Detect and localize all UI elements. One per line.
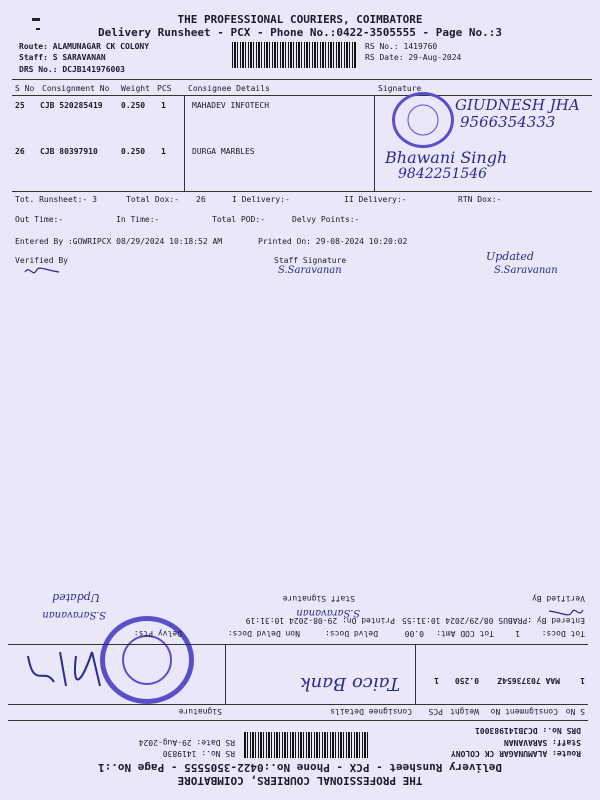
header-rule — [8, 704, 588, 705]
route-label: Route: ALAMUNAGAR CK COLONY — [19, 42, 150, 51]
runsheet-copy-2 — [0, 400, 600, 800]
row-pcs: 1 — [434, 676, 439, 685]
rs-date: RS Date: 29-Aug-2024 — [138, 738, 235, 747]
row-consignment: MAA 70373654Z — [497, 676, 560, 685]
rs-date: RS Date: 29-Aug-2024 — [365, 53, 462, 62]
company-stamp — [392, 92, 454, 148]
col-consignee: Consignee Details — [188, 84, 270, 93]
row-weight: 0.250 — [121, 101, 146, 110]
printed-on: Printed On: 29-08-2024 10:20:02 — [258, 237, 408, 246]
stamp-ring-icon — [395, 95, 451, 145]
col-consignment: Consignment No — [42, 84, 110, 93]
row-sno: 1 — [580, 676, 585, 685]
row-consignee: MAHADEV INFOTECH — [192, 101, 270, 110]
barcode — [232, 42, 357, 68]
row-pcs: 1 — [161, 147, 166, 156]
handwritten-receiver-phone: 9566354333 — [460, 113, 556, 131]
verified-by-label: Verified By — [532, 594, 585, 603]
handwritten-receiver-name: GIUDNESH JHA — [455, 96, 580, 114]
table-bottom-rule — [12, 191, 592, 192]
staff-signature-label: Staff Signature — [282, 594, 355, 603]
column-divider — [374, 95, 375, 191]
row-weight: 0.250 — [454, 676, 479, 685]
col-pcs: PCS — [157, 84, 172, 93]
staff-label: Staff: SARAVANAN — [503, 738, 581, 747]
delvy-pts: Delvy Pts: — [133, 629, 182, 638]
verifier-signature — [546, 604, 586, 620]
table-top-rule — [12, 79, 592, 80]
row-consignee: DURGA MARBLES — [192, 147, 255, 156]
entered-by: Entered By :PRABUS 08/29/2024 10:31:55 — [401, 616, 585, 625]
staff-label: Staff: S SARAVANAN — [19, 53, 106, 62]
column-divider — [225, 645, 226, 705]
col-weight: Weight — [121, 84, 150, 93]
col-consignment: Consignment No — [490, 707, 558, 716]
row-consignment: CJB 80397910 — [40, 147, 98, 156]
table-bottom-rule — [8, 644, 588, 645]
staff-signature-handwritten: S.Saravanan — [278, 265, 342, 276]
tot-cod-value: 0.00 — [404, 629, 424, 638]
delvd-docs: Delvd Docs: — [325, 629, 378, 638]
barcode — [243, 732, 368, 758]
tot-docs: Tot Docs: — [541, 629, 585, 638]
total-dox: Total Dox:- — [126, 195, 179, 204]
ii-delivery: II Delivery:- — [344, 195, 407, 204]
row-consignment: CJB 520285419 — [40, 101, 103, 110]
non-delvd-docs: Non Delvd Docs: — [227, 629, 300, 638]
table-top-rule — [8, 720, 588, 721]
updated-note: Updated — [52, 591, 100, 604]
handwritten-consignee: Taico Bank — [299, 673, 400, 694]
col-signature: Signature — [178, 707, 222, 716]
updated-by-note: S.Saravanan — [42, 609, 106, 620]
handwritten-receiver-phone: 9842251546 — [398, 166, 488, 182]
handwritten-receiver-name: Bhawani Singh — [385, 148, 508, 167]
runsheet-subtitle: Delivery Runsheet - PCX - Phone No.:0422-3505555 - Page No.:1 — [98, 761, 502, 774]
tot-runsheet: Tot. Runsheet:- 3 — [15, 195, 97, 204]
staff-signature-label: Staff Signature — [274, 256, 347, 265]
in-time: In Time:- — [116, 215, 160, 224]
company-title: THE PROFESSIONAL COURIERS, COIMBATORE — [177, 13, 423, 26]
tot-docs-value: 1 — [515, 629, 520, 638]
column-divider — [184, 95, 185, 191]
entered-by: Entered By :GOWRIPCX 08/29/2024 10:18:52 AM — [15, 237, 223, 246]
updated-note: Updated — [486, 250, 534, 263]
rs-number: RS No.: 1419760 — [365, 42, 438, 51]
total-dox-value: 26 — [196, 195, 206, 204]
company-title: THE PROFESSIONAL COURIERS, COIMBATORE — [177, 774, 423, 787]
receiver-signature — [22, 642, 106, 696]
col-sno: S No — [15, 84, 35, 93]
col-pcs: PCS — [428, 707, 443, 716]
total-pod: Total POD:- — [212, 215, 265, 224]
drs-number: DRS No.: DCJB141983001 — [475, 726, 581, 735]
i-delivery: I Delivery:- — [232, 195, 290, 204]
col-sno: S No — [565, 707, 585, 716]
out-time: Out Time:- — [15, 215, 64, 224]
drs-number: DRS No.: DCJB141976003 — [19, 65, 125, 74]
row-sno: 26 — [15, 147, 25, 156]
verifier-signature — [22, 264, 62, 278]
printed-on: Printed On: 29-08-2024 10:31:19 — [245, 616, 395, 625]
route-label: Route: ALAMUNAGAR CK COLONY — [450, 749, 581, 758]
runsheet-subtitle: Delivery Runsheet - PCX - Phone No.:0422-3505555 - Page No.:3 — [98, 26, 502, 39]
updated-by-note: S.Saravanan — [494, 265, 558, 276]
column-divider — [415, 645, 416, 705]
row-sno: 25 — [15, 101, 25, 110]
col-weight: Weight — [450, 707, 479, 716]
row-weight: 0.250 — [121, 147, 146, 156]
staff-signature-handwritten: S.Saravanan — [296, 607, 360, 618]
col-signature: Signature — [378, 84, 422, 93]
verified-by-label: Verified By — [15, 256, 68, 265]
rtn-dox: RTN Dox:- — [458, 195, 502, 204]
delvy-points: Delvy Points:- — [292, 215, 360, 224]
rs-number: RS No.: 1419830 — [162, 749, 235, 758]
col-consignee: Consignee Details — [330, 707, 412, 716]
row-pcs: 1 — [161, 101, 166, 110]
tot-cod-amt: Tot COD Amt: — [436, 629, 494, 638]
